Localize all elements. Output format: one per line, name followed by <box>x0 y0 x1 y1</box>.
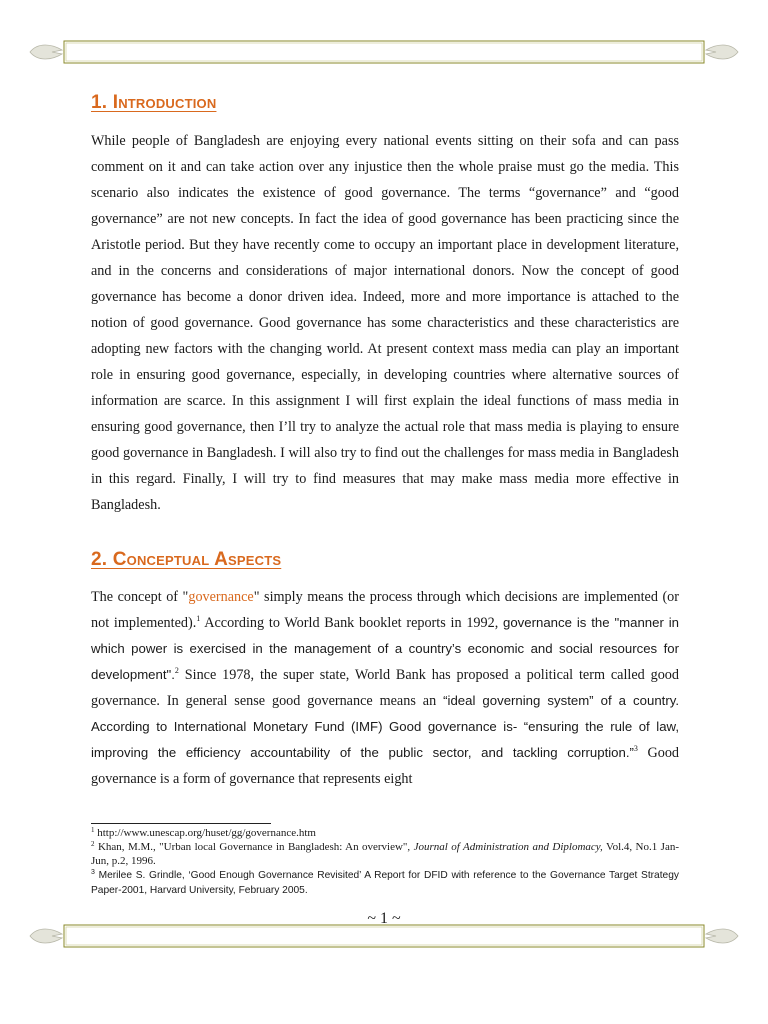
footnote-text: Vol.4, No.1 Jan-Jun, p.2, 1996. <box>91 841 679 867</box>
footnote-ref-1[interactable]: 1 <box>196 614 201 623</box>
imf-quote: “ensuring the rule of law, improving the efficiency accountability of the public sector, and tackling corruption.” <box>91 719 679 760</box>
footnote-1 <box>91 826 679 840</box>
text-run: Since 1978, the super state, World Bank has proposed a political term called good governance. In general sense good governance means an <box>91 667 679 709</box>
top-scroll-border <box>28 36 740 68</box>
ideal-system-quote: “ideal governing system” of a country <box>443 693 676 708</box>
governance-term: governance <box>188 589 254 605</box>
conceptual-aspects-paragraph <box>91 584 679 792</box>
text-run: " simply means the process through which decisions are implemented (or not implemented). <box>91 589 679 631</box>
text-run: . According to International Monetary Fund (IMF) Good governance is- <box>91 693 679 734</box>
journal-title: Journal of Administration and Diplomacy, <box>413 841 603 853</box>
text-run: Good governance is a form of governance that represents eight <box>91 745 680 787</box>
conceptual-aspects-heading: 2. Conceptual Aspects <box>91 549 282 570</box>
text-run: According to World Bank booklet reports in 1992, <box>200 615 504 631</box>
introduction-heading: 1. Introduction <box>91 92 217 113</box>
introduction-paragraph: While people of Bangladesh are enjoying every national events sitting on their sofa and can pass comment on it and can take action over any injustice then the whole praise must go the media. This scenario also indicates the existence of good governance. The terms “governance” and “good governance” are not new concepts. In fact the idea of good governance has been practicing since the Aristotle period. But they have recently come to occupy an important place in development literature, and in the concerns and considerations of major international donors. Now the concept of good governance has become a donor driven idea. Indeed, more and more importance is attached to the notion of good governance. Good governance has some characteristics and these characteristics are adopting new factors with the changing world. At present context mass media can play an important role in ensuring good governance, especially, in developing countries where alternative sources of information are scarce. In this assignment I will first explain the ideal functions of mass media in ensuring good governance, then I’ll try to analyze the actual role that mass media is playing to ensure good governance in Bangladesh. I will also try to find out the challenges for mass media in Bangladesh in this regard. Finally, I will try to find measures that may make mass media more effective in Bangladesh. <box>91 133 679 513</box>
footnote-ref-2[interactable]: 2 <box>174 666 179 675</box>
footnotes <box>91 826 679 898</box>
footnote-number: 3 <box>91 869 95 876</box>
footnote-3 <box>91 868 679 898</box>
footnote-text: Khan, M.M., "Urban local Governance in Bangladesh: An overview", <box>97 841 414 853</box>
bottom-scroll-border <box>28 920 740 952</box>
world-bank-quote: governance is the "manner in which power is exercised in the management of a country’s economic and social resources for development". <box>91 615 679 682</box>
text-run: The concept of " <box>91 589 189 605</box>
footnote-2 <box>91 840 679 868</box>
footnote-number: 1 <box>91 826 95 834</box>
footnote-text: Merilee S. Grindle, ‘Good Enough Governance Revisited’ A Report for DFID with reference to the Governance Target Strategy Paper-2001, Harvard University, February 2005. <box>91 870 679 896</box>
page-number: ~ 1 ~ <box>367 910 401 927</box>
footnote-ref-3[interactable]: 3 <box>633 744 638 753</box>
footnote-separator <box>91 823 271 824</box>
footnote-number: 2 <box>91 840 95 848</box>
footnote-link[interactable]: http://www.unescap.org/huset/gg/governance.htm <box>97 827 316 839</box>
